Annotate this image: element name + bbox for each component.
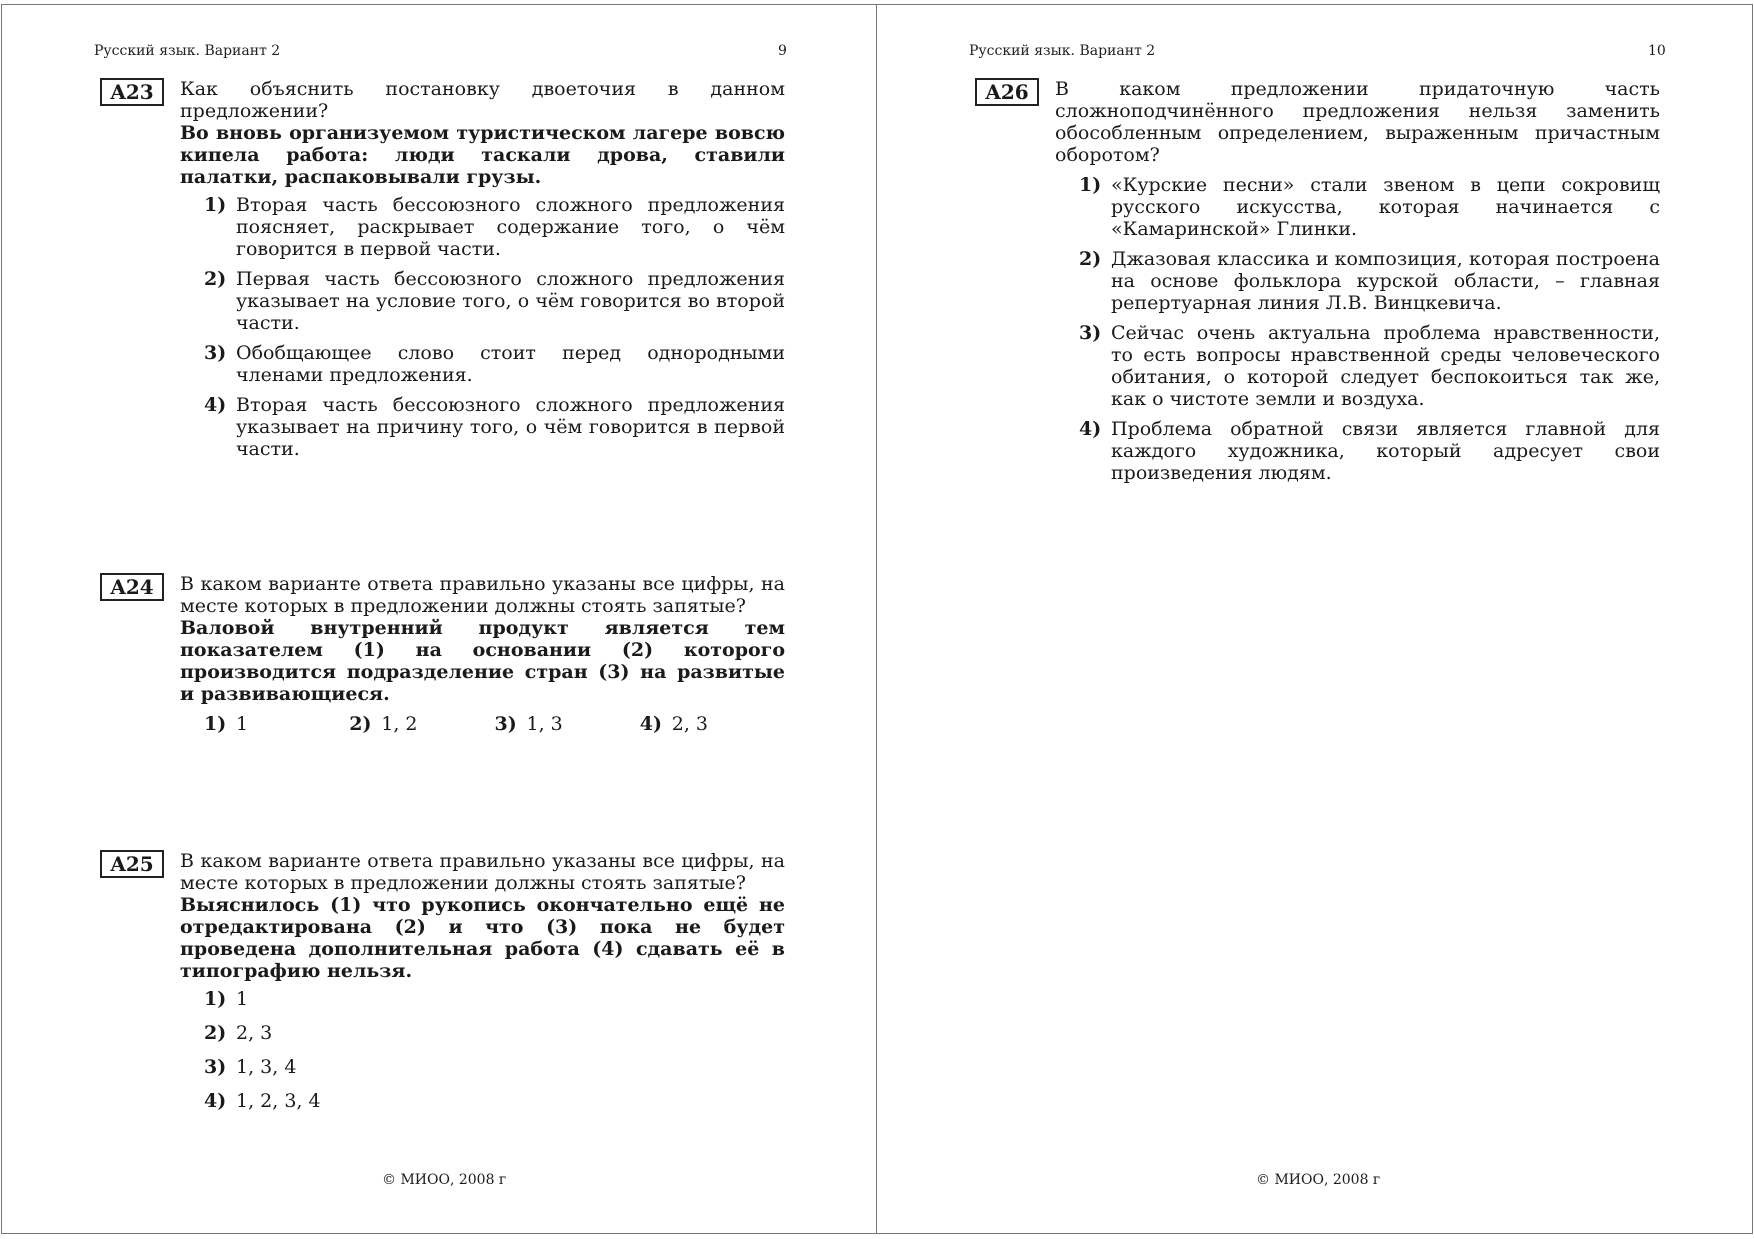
answer-option[interactable] <box>204 194 785 260</box>
question-text: В каком варианте ответа правильно указаны все цифры, на месте которых в предложении должны стоять запятые? <box>180 573 785 617</box>
option-number: 2) <box>349 713 372 735</box>
answer-option[interactable] <box>1079 248 1660 314</box>
page-left <box>1 4 878 1234</box>
answer-option[interactable] <box>1079 174 1660 240</box>
option-text: Вторая часть бессоюзного сложного предложения указывает на причину того, о чём говорится в первой части. <box>236 394 785 460</box>
answer-options <box>204 988 785 1124</box>
option-text: 1, 2, 3, 4 <box>236 1090 321 1112</box>
option-text: 2, 3 <box>671 713 709 735</box>
option-number: 3) <box>1079 322 1102 344</box>
page-header: Русский язык. Вариант 2 <box>94 43 281 59</box>
page-number: 10 <box>1648 43 1666 59</box>
option-text: Первая часть бессоюзного сложного предложения указывает на условие того, о чём говорится во второй части. <box>236 268 785 334</box>
answer-option[interactable] <box>204 394 785 460</box>
option-number: 1) <box>204 988 227 1010</box>
task-id-a24: A24 <box>100 573 164 601</box>
answer-option[interactable] <box>204 1090 785 1124</box>
answer-options <box>204 194 785 460</box>
task-id-a23: A23 <box>100 78 164 106</box>
page-header: Русский язык. Вариант 2 <box>969 43 1156 59</box>
task-body <box>180 850 785 1124</box>
target-sentence: Валовой внутренний продукт является тем показателем (1) на основании (2) которого производится подразделение стран (3) на развитые и развивающиеся. <box>180 617 785 705</box>
option-number: 4) <box>1079 418 1102 440</box>
answer-option[interactable] <box>204 342 785 386</box>
option-number: 2) <box>1079 248 1102 270</box>
task-body <box>1055 78 1660 492</box>
option-number: 4) <box>204 394 227 416</box>
question-text: В каком варианте ответа правильно указаны все цифры, на месте которых в предложении должны стоять запятые? <box>180 850 785 894</box>
option-text: 1 <box>236 713 249 735</box>
option-text: Сейчас очень актуальна проблема нравственности, то есть вопросы нравственной среды человеческого обитания, о которой следует беспокоиться так же, как о чистоте земли и воздуха. <box>1111 322 1660 410</box>
answer-option[interactable] <box>204 268 785 334</box>
page-number: 9 <box>778 43 787 59</box>
answer-option[interactable] <box>1079 418 1660 484</box>
option-number: 1) <box>1079 174 1102 196</box>
option-text: 1, 3, 4 <box>236 1056 297 1078</box>
answer-option[interactable] <box>204 1056 785 1090</box>
answer-option[interactable] <box>1079 322 1660 410</box>
task-body <box>180 573 785 735</box>
answer-option[interactable] <box>204 988 785 1022</box>
page-right <box>876 4 1753 1234</box>
option-number: 3) <box>204 1056 227 1078</box>
option-number: 4) <box>204 1090 227 1112</box>
answer-option[interactable] <box>204 713 349 735</box>
answer-option[interactable] <box>204 1022 785 1056</box>
option-number: 3) <box>204 342 227 364</box>
answer-option[interactable] <box>640 713 785 735</box>
option-number: 3) <box>494 713 517 735</box>
task-id-a25: A25 <box>100 850 164 878</box>
question-text: Как объяснить постановку двоеточия в данном предложении? <box>180 78 785 122</box>
option-number: 2) <box>204 268 227 290</box>
option-number: 1) <box>204 713 227 735</box>
option-text: 1 <box>236 988 249 1010</box>
target-sentence: Во вновь организуемом туристическом лагере вовсю кипела работа: люди таскали дрова, ставили палатки, распаковывали грузы. <box>180 122 785 188</box>
answer-option[interactable] <box>495 713 640 735</box>
question-text: В каком предложении придаточную часть сложноподчинённого предложения нельзя заменить обособленным определением, выраженным причастным оборотом? <box>1055 78 1660 166</box>
option-text: Вторая часть бессоюзного сложного предложения поясняет, раскрывает содержание того, о чём говорится в первой части. <box>236 194 785 260</box>
option-text: 1, 3 <box>526 713 563 735</box>
answer-options <box>204 713 785 735</box>
answer-option[interactable] <box>349 713 494 735</box>
option-text: «Курские песни» стали звеном в цепи сокровищ русского искусства, которая начинается с «Камаринской» Глинки. <box>1111 174 1660 240</box>
option-number: 4) <box>639 713 662 735</box>
task-id-a26: A26 <box>975 78 1039 106</box>
option-number: 2) <box>204 1022 227 1044</box>
option-text: Проблема обратной связи является главной для каждого художника, который адресует свои произведения людям. <box>1111 418 1660 484</box>
target-sentence: Выяснилось (1) что рукопись окончательно ещё не отредактирована (2) и что (3) пока не будет проведена дополнительная работа (4) сдавать её в типографию нельзя. <box>180 894 785 982</box>
answer-options <box>1079 174 1660 484</box>
option-text: 2, 3 <box>236 1022 273 1044</box>
page-footer: © МИОО, 2008 г <box>382 1172 507 1188</box>
option-text: Джазовая классика и композиция, которая построена на основе фольклора курской области, – главная репертуарная линия Л.В. Винцкевича. <box>1111 248 1660 314</box>
option-text: Обобщающее слово стоит перед однородными членами предложения. <box>236 342 785 386</box>
option-number: 1) <box>204 194 227 216</box>
page-footer: © МИОО, 2008 г <box>1256 1172 1381 1188</box>
task-body <box>180 78 785 468</box>
option-text: 1, 2 <box>381 713 418 735</box>
